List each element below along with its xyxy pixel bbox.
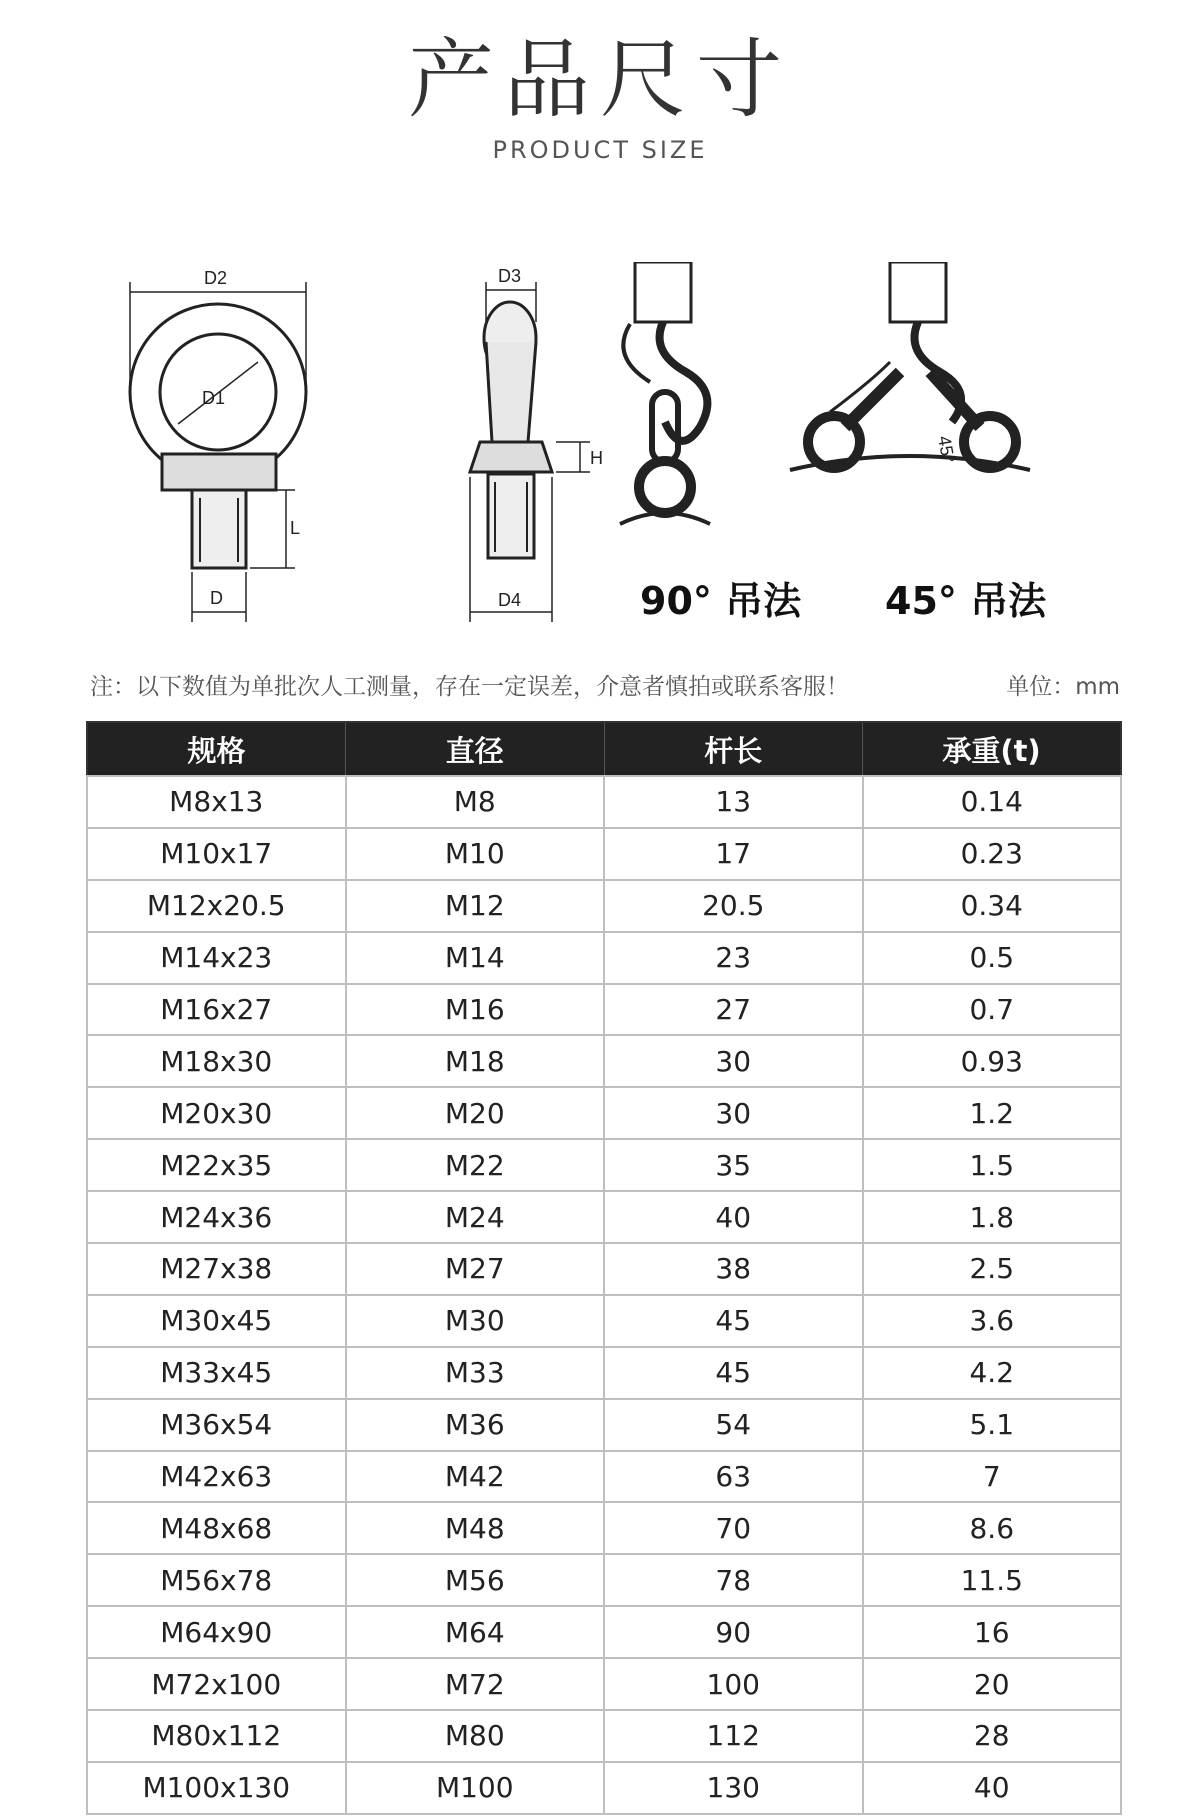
side-base xyxy=(470,442,552,472)
label-d4: D4 xyxy=(498,590,522,610)
cell-rod-length: 63 xyxy=(604,1451,863,1503)
cell-rod-length: 45 xyxy=(604,1347,863,1399)
cell-load: 1.2 xyxy=(863,1087,1122,1139)
cell-spec: M36x54 xyxy=(87,1399,346,1451)
eye-collar xyxy=(162,454,276,490)
cell-diameter: M20 xyxy=(346,1087,605,1139)
cell-load: 20 xyxy=(863,1658,1122,1710)
table-row xyxy=(87,932,1121,984)
cell-spec: M100x130 xyxy=(87,1762,346,1814)
eye-bolt-diagram xyxy=(90,262,1120,642)
cell-rod-length: 35 xyxy=(604,1139,863,1191)
cell-load: 1.5 xyxy=(863,1139,1122,1191)
cell-diameter: M8 xyxy=(346,776,605,828)
label-h: H xyxy=(590,448,603,468)
table-body xyxy=(87,776,1121,1814)
cell-load: 7 xyxy=(863,1451,1122,1503)
cell-diameter: M24 xyxy=(346,1191,605,1243)
cell-load: 0.5 xyxy=(863,932,1122,984)
table-row xyxy=(87,1554,1121,1606)
table-row xyxy=(87,1243,1121,1295)
cell-rod-length: 78 xyxy=(604,1554,863,1606)
cell-rod-length: 20.5 xyxy=(604,880,863,932)
spec-table xyxy=(86,721,1122,1815)
cell-rod-length: 30 xyxy=(604,1087,863,1139)
table-row xyxy=(87,828,1121,880)
table-header-row xyxy=(87,722,1121,776)
cell-spec: M14x23 xyxy=(87,932,346,984)
cell-rod-length: 130 xyxy=(604,1762,863,1814)
cell-rod-length: 30 xyxy=(604,1035,863,1087)
cell-diameter: M22 xyxy=(346,1139,605,1191)
caption-90: 90° 吊法 xyxy=(640,579,802,623)
cell-diameter: M16 xyxy=(346,984,605,1036)
label-l: L xyxy=(290,518,301,538)
cell-spec: M20x30 xyxy=(87,1087,346,1139)
cell-rod-length: 23 xyxy=(604,932,863,984)
cell-spec: M12x20.5 xyxy=(87,880,346,932)
cell-spec: M18x30 xyxy=(87,1035,346,1087)
table-row xyxy=(87,1399,1121,1451)
side-body xyxy=(486,342,536,442)
cell-spec: M16x27 xyxy=(87,984,346,1036)
cell-load: 4.2 xyxy=(863,1347,1122,1399)
cell-load: 40 xyxy=(863,1762,1122,1814)
header-spec: 规格 xyxy=(87,722,346,776)
cell-load: 0.23 xyxy=(863,828,1122,880)
cell-spec: M80x112 xyxy=(87,1710,346,1762)
label-d2: D2 xyxy=(204,268,228,288)
cell-diameter: M72 xyxy=(346,1658,605,1710)
cell-spec: M8x13 xyxy=(87,776,346,828)
cell-diameter: M33 xyxy=(346,1347,605,1399)
table-row xyxy=(87,1087,1121,1139)
cell-diameter: M48 xyxy=(346,1502,605,1554)
table-row xyxy=(87,776,1121,828)
table-row xyxy=(87,1295,1121,1347)
caption-45: 45° 吊法 xyxy=(885,579,1047,623)
cell-diameter: M56 xyxy=(346,1554,605,1606)
cell-rod-length: 70 xyxy=(604,1502,863,1554)
cell-diameter: M36 xyxy=(346,1399,605,1451)
table-row xyxy=(87,984,1121,1036)
ring-90 xyxy=(639,461,691,513)
cell-diameter: M80 xyxy=(346,1710,605,1762)
cell-load: 1.8 xyxy=(863,1191,1122,1243)
cell-rod-length: 45 xyxy=(604,1295,863,1347)
table-row xyxy=(87,1139,1121,1191)
cell-load: 0.34 xyxy=(863,880,1122,932)
cell-load: 28 xyxy=(863,1710,1122,1762)
cell-diameter: M64 xyxy=(346,1606,605,1658)
cell-spec: M30x45 xyxy=(87,1295,346,1347)
header-rod-length: 杆长 xyxy=(604,722,863,776)
hook-45-block xyxy=(890,262,946,322)
cell-load: 3.6 xyxy=(863,1295,1122,1347)
diagram-svg xyxy=(90,262,1120,642)
header-diameter: 直径 xyxy=(346,722,605,776)
cell-rod-length: 13 xyxy=(604,776,863,828)
cell-diameter: M27 xyxy=(346,1243,605,1295)
cell-diameter: M100 xyxy=(346,1762,605,1814)
cell-load: 11.5 xyxy=(863,1554,1122,1606)
label-d3: D3 xyxy=(498,266,522,286)
table-row xyxy=(87,880,1121,932)
cell-spec: M56x78 xyxy=(87,1554,346,1606)
cell-load: 2.5 xyxy=(863,1243,1122,1295)
cell-diameter: M12 xyxy=(346,880,605,932)
unit-label: 单位：mm xyxy=(1006,674,1120,700)
table-row xyxy=(87,1347,1121,1399)
cell-load: 0.14 xyxy=(863,776,1122,828)
cell-rod-length: 38 xyxy=(604,1243,863,1295)
cell-spec: M24x36 xyxy=(87,1191,346,1243)
cell-diameter: M18 xyxy=(346,1035,605,1087)
table-row xyxy=(87,1451,1121,1503)
label-d: D xyxy=(210,588,223,608)
header-load: 承重(t) xyxy=(863,722,1122,776)
page-title: 产品尺寸 xyxy=(408,30,792,130)
page-subtitle: PRODUCT SIZE xyxy=(492,136,708,164)
cell-rod-length: 100 xyxy=(604,1658,863,1710)
cell-load: 16 xyxy=(863,1606,1122,1658)
cell-spec: M22x35 xyxy=(87,1139,346,1191)
cell-load: 5.1 xyxy=(863,1399,1122,1451)
label-d1: D1 xyxy=(202,388,226,408)
table-row xyxy=(87,1710,1121,1762)
table-row xyxy=(87,1191,1121,1243)
measurement-note: 注：以下数值为单批次人工测量，存在一定误差，介意者慎拍或联系客服！ xyxy=(90,674,849,700)
cell-spec: M27x38 xyxy=(87,1243,346,1295)
table-row xyxy=(87,1606,1121,1658)
table-row xyxy=(87,1762,1121,1814)
table-row xyxy=(87,1658,1121,1710)
cell-rod-length: 27 xyxy=(604,984,863,1036)
cell-load: 8.6 xyxy=(863,1502,1122,1554)
cell-rod-length: 112 xyxy=(604,1710,863,1762)
cell-diameter: M42 xyxy=(346,1451,605,1503)
cell-rod-length: 54 xyxy=(604,1399,863,1451)
hook-90 xyxy=(660,322,708,441)
cell-rod-length: 90 xyxy=(604,1606,863,1658)
cell-spec: M33x45 xyxy=(87,1347,346,1399)
table-row xyxy=(87,1035,1121,1087)
cell-load: 0.7 xyxy=(863,984,1122,1036)
cell-spec: M42x63 xyxy=(87,1451,346,1503)
cell-rod-length: 17 xyxy=(604,828,863,880)
hook-90-block xyxy=(635,262,691,322)
cell-spec: M10x17 xyxy=(87,828,346,880)
cell-diameter: M14 xyxy=(346,932,605,984)
cell-spec: M48x68 xyxy=(87,1502,346,1554)
cell-spec: M64x90 xyxy=(87,1606,346,1658)
cell-spec: M72x100 xyxy=(87,1658,346,1710)
cell-diameter: M10 xyxy=(346,828,605,880)
cell-rod-length: 40 xyxy=(604,1191,863,1243)
label-angle: 45° xyxy=(934,434,959,465)
cell-load: 0.93 xyxy=(863,1035,1122,1087)
cell-diameter: M30 xyxy=(346,1295,605,1347)
table-row xyxy=(87,1502,1121,1554)
